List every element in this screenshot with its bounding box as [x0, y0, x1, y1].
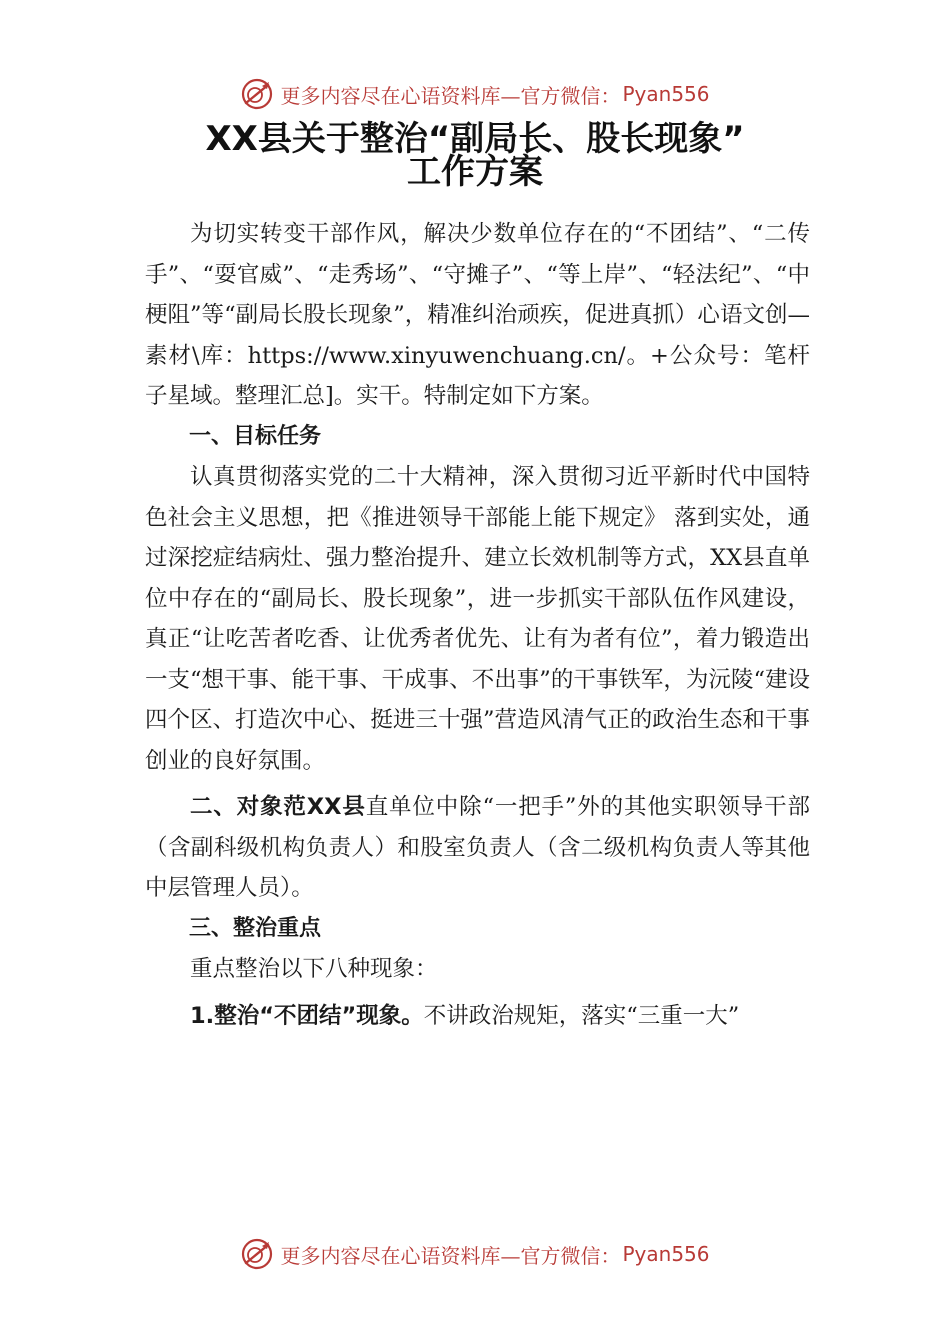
document-title-line2: 工作方案	[407, 152, 543, 192]
item1-body: 不讲政治规矩，落实“三重一大”	[423, 1002, 740, 1029]
section2-body: 直单位中除“一把手”外的其他实职领导干部（含副科级机构负责人）和股室负责人（含二级机构负责人等其他中层管理人员）。	[145, 794, 810, 901]
banner-wechat-id: Pyan556	[622, 82, 710, 106]
section3-lead: 重点整治以下八种现象：	[190, 956, 438, 982]
section2-heading: 二、对象范XX县	[190, 794, 366, 820]
header-banner	[0, 72, 950, 116]
intro-paragraph: 为切实转变干部作风，解决少数单位存在的“不团结”、“二传手”、“耍官威”、“走秀场”、“守摊子”、“等上岸”、“轻法纪”、“中梗阻”等“副局长股长现象”，精准纠治顽疾，促进真抓）心语文创—素材\库：https://www.xinyuwenchuang.cn/。+公众号：笔杆子星域。整理汇总]。实干。特制定如下方案。	[145, 221, 810, 409]
footer-banner	[0, 1232, 950, 1276]
document-title-line1: XX县关于整治“副局长、股长现象”	[205, 119, 745, 159]
section1-heading: 一、目标任务	[189, 423, 322, 449]
brand-logo-icon	[240, 77, 274, 111]
section2-paragraph	[145, 787, 810, 909]
section1-paragraph: 认真贯彻落实党的二十大精神，深入贯彻习近平新时代中国特色社会主义思想，把《推进领导干部能上能下规定》 落到实处，通过深挖症结病灶、强力整治提升、建立长效机制等方式，XX县直单位中存在的“副局长、股长现象”，进一步抓实干部队伍作风建设，真正“让吃苦者吃香、让优秀者优先、让有为者有位”，着力锻造出一支“想干事、能干事、干成事、不出事”的干事铁军，为沅陵“建设四个区、打造次中心、挺进三十强”营造风清气正的政治生态和干事创业的良好氛围。	[145, 464, 810, 774]
section3-item1	[145, 996, 810, 1037]
brand-logo-icon	[240, 1237, 274, 1271]
banner-wechat-id: Pyan556	[622, 1242, 710, 1266]
section3-heading: 三、整治重点	[189, 915, 322, 941]
banner-text: 更多内容尽在心语资料库—官方微信：	[280, 83, 621, 108]
banner-text: 更多内容尽在心语资料库—官方微信：	[280, 1243, 621, 1268]
document-body	[145, 214, 810, 1036]
item1-heading: 1.整治“不团结”现象。	[190, 1002, 424, 1029]
